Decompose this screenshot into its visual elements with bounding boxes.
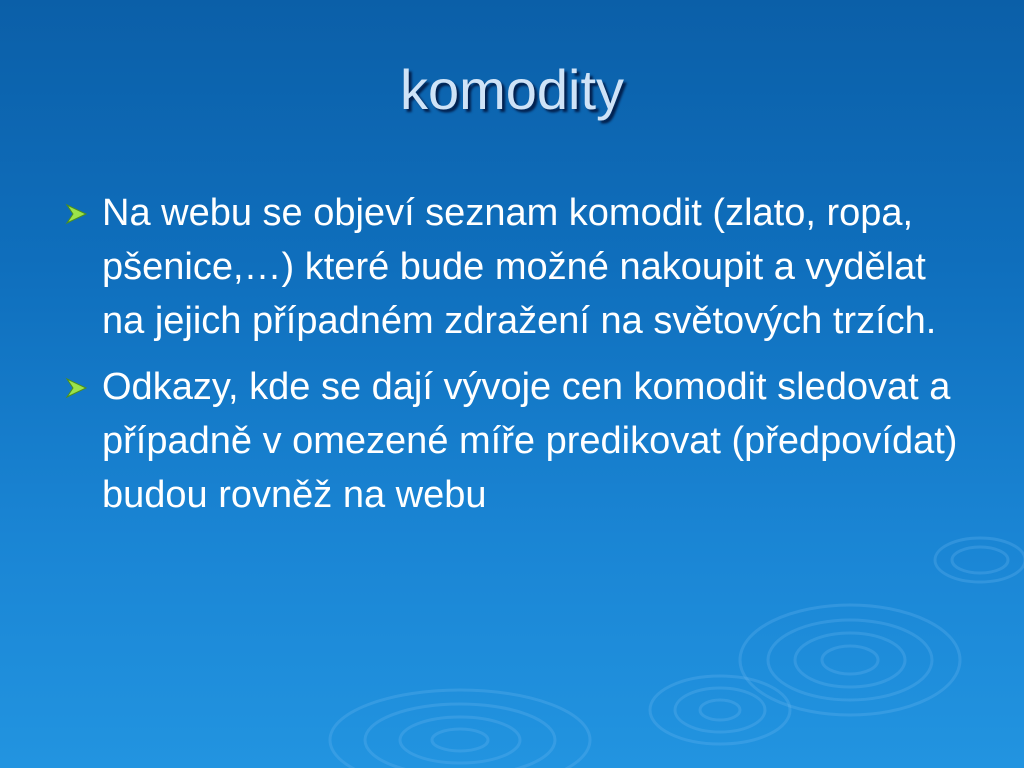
bullet-text: Odkazy, kde se dají vývoje cen komodit sledovat a případně v omezené míře predikovat (předpovídat) budou rovněž na webu <box>102 366 958 516</box>
bullet-text: Na webu se objeví seznam komodit (zlato, ropa, pšenice,…) které bude možné nakoupit a vydělat na jejich případném zdražení na světových trzích. <box>102 192 937 342</box>
bullet-list <box>60 186 960 534</box>
bullet-item <box>60 360 960 522</box>
bullet-item <box>60 186 960 348</box>
chevron-right-icon <box>64 203 90 225</box>
slide-title: komodity <box>399 58 625 121</box>
chevron-right-icon <box>64 377 90 399</box>
